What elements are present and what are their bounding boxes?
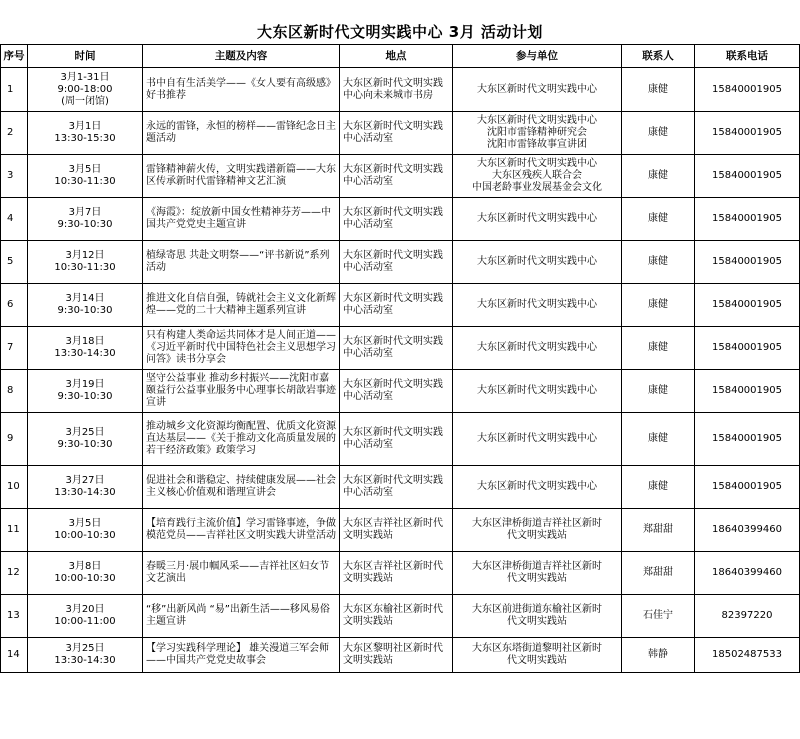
row-org bbox=[453, 198, 622, 241]
row-number: 3 bbox=[1, 155, 28, 198]
row-phone: 15840001905 bbox=[695, 370, 800, 413]
time-line: 3月1日 bbox=[68, 121, 102, 132]
row-number: 11 bbox=[1, 509, 28, 552]
org-line: 大东区新时代文明实践中心 bbox=[477, 385, 597, 396]
time-line: 10:30-11:30 bbox=[54, 176, 116, 187]
row-phone: 15840001905 bbox=[695, 112, 800, 155]
row-org bbox=[453, 155, 622, 198]
row-phone: 18640399460 bbox=[695, 552, 800, 595]
row-org bbox=[453, 552, 622, 595]
row-contact: 韩静 bbox=[622, 638, 695, 673]
time-line: 3月27日 bbox=[65, 475, 105, 486]
row-org bbox=[453, 112, 622, 155]
row-venue: 大东区新时代文明实践中心活动室 bbox=[340, 370, 453, 413]
row-venue: 大东区黎明社区新时代文明实践站 bbox=[340, 638, 453, 673]
org-line: 沈阳市雷锋精神研究会 bbox=[487, 127, 587, 138]
row-time bbox=[28, 552, 143, 595]
row-phone: 15840001905 bbox=[695, 155, 800, 198]
org-line: 大东区津桥街道吉祥社区新时 bbox=[472, 561, 602, 572]
row-venue: 大东区吉祥社区新时代文明实践站 bbox=[340, 552, 453, 595]
org-line: 大东区新时代文明实践中心 bbox=[477, 342, 597, 353]
row-number: 4 bbox=[1, 198, 28, 241]
row-number: 12 bbox=[1, 552, 28, 595]
row-phone: 15840001905 bbox=[695, 466, 800, 509]
time-line: 10:30-11:30 bbox=[54, 262, 116, 273]
row-topic: 坚守公益事业 推动乡村振兴——沈阳市嘉颐益行公益事业服务中心理事长胡歆岩事迹宣讲 bbox=[143, 370, 340, 413]
time-line: 3月7日 bbox=[68, 207, 102, 218]
row-topic: 推进文化自信自强，铸就社会主义文化新辉煌——党的二十大精神主题系列宣讲 bbox=[143, 284, 340, 327]
row-topic: 只有构建人类命运共同体才是人间正道——《习近平新时代中国特色社会主义思想学习问答》读书分享会 bbox=[143, 327, 340, 370]
header-topic: 主题及内容 bbox=[143, 45, 340, 68]
org-line: 大东区新时代文明实践中心 bbox=[477, 158, 597, 169]
row-venue: 大东区新时代文明实践中心活动室 bbox=[340, 241, 453, 284]
row-phone: 18502487533 bbox=[695, 638, 800, 673]
org-line: 代文明实践站 bbox=[507, 616, 567, 627]
org-line: 代文明实践站 bbox=[507, 530, 567, 541]
time-line: 3月14日 bbox=[65, 293, 105, 304]
time-line: 3月12日 bbox=[65, 250, 105, 261]
time-line: 3月25日 bbox=[65, 643, 105, 654]
row-number: 8 bbox=[1, 370, 28, 413]
org-line: 大东区新时代文明实践中心 bbox=[477, 256, 597, 267]
org-line: 大东区新时代文明实践中心 bbox=[477, 433, 597, 444]
row-org bbox=[453, 466, 622, 509]
time-line: 3月25日 bbox=[65, 427, 105, 438]
row-phone: 15840001905 bbox=[695, 284, 800, 327]
row-number: 13 bbox=[1, 595, 28, 638]
table-row bbox=[1, 241, 800, 284]
row-time bbox=[28, 638, 143, 673]
table-row bbox=[1, 552, 800, 595]
page-title: 大东区新时代文明实践中心 3月 活动计划 bbox=[257, 22, 543, 41]
header-venue: 地点 bbox=[340, 45, 453, 68]
org-line: 大东区前进街道东榆社区新时 bbox=[472, 604, 602, 615]
org-line: 大东区新时代文明实践中心 bbox=[477, 115, 597, 126]
row-venue: 大东区新时代文明实践中心活动室 bbox=[340, 466, 453, 509]
row-time bbox=[28, 155, 143, 198]
row-contact: 郑甜甜 bbox=[622, 509, 695, 552]
org-line: 大东区新时代文明实践中心 bbox=[477, 481, 597, 492]
row-number: 10 bbox=[1, 466, 28, 509]
activity-table bbox=[0, 44, 800, 673]
table-row bbox=[1, 112, 800, 155]
org-line: 代文明实践站 bbox=[507, 655, 567, 666]
row-time bbox=[28, 509, 143, 552]
row-contact: 康健 bbox=[622, 155, 695, 198]
row-phone: 15840001905 bbox=[695, 68, 800, 112]
table-row bbox=[1, 370, 800, 413]
time-line: 3月18日 bbox=[65, 336, 105, 347]
time-line: 3月20日 bbox=[65, 604, 105, 615]
row-venue: 大东区新时代文明实践中心活动室 bbox=[340, 155, 453, 198]
time-line: 13:30-14:30 bbox=[54, 487, 116, 498]
row-venue: 大东区新时代文明实践中心活动室 bbox=[340, 413, 453, 466]
row-contact: 郑甜甜 bbox=[622, 552, 695, 595]
row-contact: 康健 bbox=[622, 466, 695, 509]
table-row bbox=[1, 413, 800, 466]
row-org bbox=[453, 284, 622, 327]
org-line: 大东区东塔街道黎明社区新时 bbox=[472, 643, 602, 654]
time-line: 9:00-18:00 bbox=[57, 83, 113, 95]
row-topic: 【学习实践科学理论】 雄关漫道三军会师——中国共产党党史故事会 bbox=[143, 638, 340, 673]
row-phone: 15840001905 bbox=[695, 327, 800, 370]
table-row bbox=[1, 327, 800, 370]
row-org bbox=[453, 638, 622, 673]
row-org bbox=[453, 413, 622, 466]
time-line: 9:30-10:30 bbox=[57, 439, 113, 450]
table-body bbox=[1, 68, 800, 673]
time-line: (周一闭馆) bbox=[61, 95, 109, 107]
row-contact: 康健 bbox=[622, 68, 695, 112]
time-line: 3月1-31日 bbox=[60, 71, 110, 83]
row-venue: 大东区新时代文明实践中心活动室 bbox=[340, 327, 453, 370]
row-venue: 大东区东榆社区新时代文明实践站 bbox=[340, 595, 453, 638]
row-topic: 春暖三月·展巾帼风采——吉祥社区妇女节文艺演出 bbox=[143, 552, 340, 595]
header-phone: 联系电话 bbox=[695, 45, 800, 68]
row-time bbox=[28, 284, 143, 327]
row-topic: 促进社会和谐稳定、持续健康发展——社会主义核心价值观和谐理宣讲会 bbox=[143, 466, 340, 509]
row-venue: 大东区吉祥社区新时代文明实践站 bbox=[340, 509, 453, 552]
row-org bbox=[453, 370, 622, 413]
row-contact: 康健 bbox=[622, 112, 695, 155]
row-phone: 15840001905 bbox=[695, 198, 800, 241]
row-phone: 18640399460 bbox=[695, 509, 800, 552]
row-number: 1 bbox=[1, 68, 28, 112]
time-line: 10:00-11:00 bbox=[54, 616, 116, 627]
row-phone: 82397220 bbox=[695, 595, 800, 638]
time-line: 13:30-14:30 bbox=[54, 348, 116, 359]
row-venue: 大东区新时代文明实践中心向未来城市书房 bbox=[340, 68, 453, 112]
org-line: 大东区津桥街道吉祥社区新时 bbox=[472, 518, 602, 529]
table-row bbox=[1, 638, 800, 673]
row-time bbox=[28, 327, 143, 370]
row-contact: 康健 bbox=[622, 241, 695, 284]
row-org bbox=[453, 595, 622, 638]
row-number: 6 bbox=[1, 284, 28, 327]
row-number: 9 bbox=[1, 413, 28, 466]
time-line: 3月19日 bbox=[65, 379, 105, 390]
row-contact: 康健 bbox=[622, 370, 695, 413]
row-time bbox=[28, 112, 143, 155]
time-line: 10:00-10:30 bbox=[54, 530, 116, 541]
row-org bbox=[453, 241, 622, 284]
time-line: 10:00-10:30 bbox=[54, 573, 116, 584]
table-row bbox=[1, 466, 800, 509]
row-number: 5 bbox=[1, 241, 28, 284]
row-time bbox=[28, 198, 143, 241]
row-contact: 康健 bbox=[622, 284, 695, 327]
org-line: 大东区新时代文明实践中心 bbox=[477, 213, 597, 224]
row-topic: 永远的雷锋，永恒的榜样——雷锋纪念日主题活动 bbox=[143, 112, 340, 155]
org-line: 大东区残疾人联合会 bbox=[492, 170, 582, 181]
row-time bbox=[28, 595, 143, 638]
org-line: 代文明实践站 bbox=[507, 573, 567, 584]
time-line: 9:30-10:30 bbox=[57, 219, 113, 230]
row-topic: “移”出新风尚 “易”出新生活——移风易俗主题宣讲 bbox=[143, 595, 340, 638]
time-line: 9:30-10:30 bbox=[57, 391, 113, 402]
row-topic: 书中自有生活美学——《女人要有高级感》好书推荐 bbox=[143, 68, 340, 112]
row-time bbox=[28, 370, 143, 413]
org-line: 大东区新时代文明实践中心 bbox=[477, 83, 597, 95]
row-topic: 【培育践行主流价值】学习雷锋事迹，争做模范党员——吉祥社区文明实践大讲堂活动 bbox=[143, 509, 340, 552]
time-line: 13:30-14:30 bbox=[54, 655, 116, 666]
time-line: 3月5日 bbox=[68, 164, 102, 175]
org-line: 大东区新时代文明实践中心 bbox=[477, 299, 597, 310]
row-topic: 雷锋精神薪火传，文明实践谱新篇——大东区传承新时代雷锋精神文艺汇演 bbox=[143, 155, 340, 198]
row-org bbox=[453, 68, 622, 112]
table-row bbox=[1, 284, 800, 327]
time-line: 3月5日 bbox=[68, 518, 102, 529]
row-time bbox=[28, 466, 143, 509]
time-line: 3月8日 bbox=[68, 561, 102, 572]
header-time: 时间 bbox=[28, 45, 143, 68]
table-header-row bbox=[1, 45, 800, 68]
row-phone: 15840001905 bbox=[695, 241, 800, 284]
row-time bbox=[28, 68, 143, 112]
table-row bbox=[1, 198, 800, 241]
row-time bbox=[28, 241, 143, 284]
table-row bbox=[1, 595, 800, 638]
row-org bbox=[453, 509, 622, 552]
row-venue: 大东区新时代文明实践中心活动室 bbox=[340, 198, 453, 241]
row-venue: 大东区新时代文明实践中心活动室 bbox=[340, 112, 453, 155]
row-contact: 康健 bbox=[622, 327, 695, 370]
row-venue: 大东区新时代文明实践中心活动室 bbox=[340, 284, 453, 327]
row-time bbox=[28, 413, 143, 466]
row-topic: 推动城乡文化资源均衡配置、优质文化资源直达基层——《关于推动文化高质量发展的若干经济政策》政策学习 bbox=[143, 413, 340, 466]
time-line: 9:30-10:30 bbox=[57, 305, 113, 316]
org-line: 中国老龄事业发展基金会文化 bbox=[472, 182, 602, 193]
row-number: 7 bbox=[1, 327, 28, 370]
table-row bbox=[1, 509, 800, 552]
row-contact: 石佳宁 bbox=[622, 595, 695, 638]
time-line: 13:30-15:30 bbox=[54, 133, 116, 144]
row-contact: 康健 bbox=[622, 198, 695, 241]
header-no: 序号 bbox=[1, 45, 28, 68]
header-org: 参与单位 bbox=[453, 45, 622, 68]
row-phone: 15840001905 bbox=[695, 413, 800, 466]
row-topic: 植绿寄思 共赴文明祭——“评书新说”系列活动 bbox=[143, 241, 340, 284]
row-number: 14 bbox=[1, 638, 28, 673]
table-row bbox=[1, 155, 800, 198]
row-topic: 《海霞》：绽放新中国女性精神芬芳——中国共产党党史主题宣讲 bbox=[143, 198, 340, 241]
header-contact: 联系人 bbox=[622, 45, 695, 68]
row-number: 2 bbox=[1, 112, 28, 155]
org-line: 沈阳市雷锋故事宣讲团 bbox=[487, 139, 587, 150]
row-contact: 康健 bbox=[622, 413, 695, 466]
row-org bbox=[453, 327, 622, 370]
table-row bbox=[1, 68, 800, 112]
